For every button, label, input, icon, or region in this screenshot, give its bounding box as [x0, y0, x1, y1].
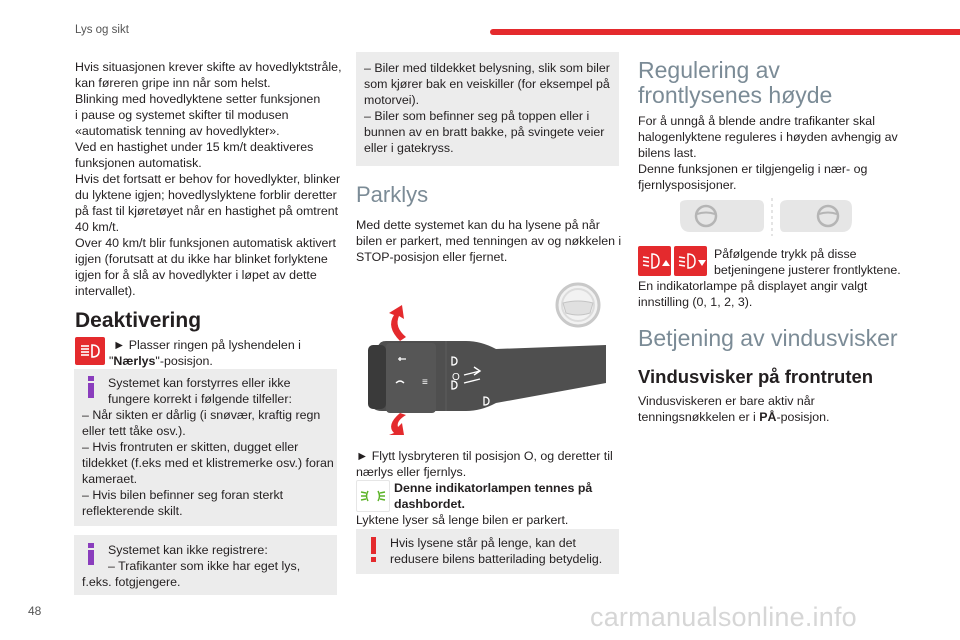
parklys-paragraph	[356, 217, 626, 265]
deact-line-1: ► Plasser ringen på lyshendelen i	[113, 338, 301, 352]
press-text	[714, 246, 934, 278]
svg-text:≡: ≡	[422, 377, 428, 388]
intro-line: intervallet).	[75, 284, 136, 298]
warning-line-2: redusere bilens batterilading betydelig.	[390, 552, 603, 566]
indicator-text	[394, 480, 614, 512]
windscreen-wiper-heading: Vindusvisker på frontruten	[638, 366, 874, 387]
intro-line: Ved en hastighet under 15 km/t deaktiveres	[75, 140, 314, 154]
press-rest-line: En indikatorlampe på displayet angir valgt	[638, 279, 868, 293]
note1-line: kameraet.	[82, 472, 138, 486]
intro-line: Hvis situasjonen krever skifte av hovedlyktstråle,	[75, 60, 342, 74]
dashboard-buttons-illustration	[676, 196, 856, 238]
note-top-line: bunnen av en bratt bakke, på svingete veier	[364, 125, 605, 139]
note-top-line: – Biler med tildekket belysning, slik som biler	[364, 61, 610, 75]
deactivation-heading: Deaktivering	[75, 309, 202, 332]
steering-wheel-icon	[557, 284, 599, 326]
intro-line: 40 km/t.	[75, 220, 120, 234]
watermark: carmanualsonline.info	[590, 602, 857, 632]
note1-line: – Når sikten er dårlig (i snøvær, kraftig regn	[82, 408, 321, 422]
deactivation-step-line-2	[109, 353, 339, 369]
para-line: bilens last.	[638, 146, 697, 160]
warning-line-1: Hvis lysene står på lenge, kan det	[390, 536, 576, 550]
headlight-adjust-heading	[638, 58, 832, 108]
parklys-heading: Parklys	[356, 182, 429, 207]
note2-line3: f.eks. fotgjengere.	[82, 575, 181, 589]
high-beam-icon	[75, 337, 105, 365]
intro-line: Blinking med hovedlyktene setter funksjonen	[75, 92, 321, 106]
info-icon	[88, 376, 95, 398]
intro-line: igjen (forutsatt at du ikke har blinket forlyktene	[75, 252, 328, 266]
intro-line: igjen for å slå av hovedlykter i løpet av dette	[75, 268, 317, 282]
para-line: fjernlysposisjoner.	[638, 178, 737, 192]
intro-line: funksjonen automatisk.	[75, 156, 202, 170]
headlight-height-down-icon	[674, 246, 707, 276]
headlight-adjust-paragraph	[638, 113, 928, 193]
intro-line: kan føreren gripe inn når som helst.	[75, 76, 271, 90]
parklys-line: STOP-posisjon eller fjernet.	[356, 250, 508, 264]
intro-line: Hvis det fortsatt er behov for hovedlykter, blinker	[75, 172, 341, 186]
deact-quote: "	[109, 354, 114, 368]
note2-line2: – Trafikanter som ikke har eget lys,	[108, 559, 301, 573]
wiper-line-2-post: -posisjon.	[776, 410, 830, 424]
press-rest-line: innstilling (0, 1, 2, 3).	[638, 295, 753, 309]
intro-line: på fast til kjøretøyet når en hastighet på omtrent	[75, 204, 339, 218]
note1-line: – Hvis frontruten er skitten, dugget eller	[82, 440, 299, 454]
note-top-line: – Biler som befinner seg på toppen eller i	[364, 109, 590, 123]
lights-on-text	[356, 512, 626, 528]
stalk-symbol-o: O	[452, 372, 460, 383]
step-line-1: ► Flytt lysbryteren til posisjon O, og deretter til	[356, 449, 613, 463]
heading-line-1: Regulering av	[638, 57, 780, 83]
warning-note	[356, 529, 619, 574]
header-accent-bar	[490, 29, 960, 35]
intro-line: i pause og systemet skifter til modusen	[75, 108, 289, 122]
intro-line: «automatisk tenning av hovedlykter».	[75, 124, 280, 138]
wiper-paragraph	[638, 393, 928, 425]
wiper-line-2-bold: PÅ	[759, 410, 777, 424]
intro-line: du lyktene igjen; hovedlyslyktene forblir deretter	[75, 188, 337, 202]
wiper-control-heading: Betjening av vindusvisker	[638, 325, 898, 351]
indicator-line-2: dashbordet.	[394, 497, 465, 511]
note-top-line: motorvei).	[364, 93, 420, 107]
parking-light-indicator-icon	[356, 480, 390, 512]
light-stalk-illustration	[356, 275, 620, 435]
step-line-2: nærlys eller fjernlys.	[356, 465, 467, 479]
indicator-line-1: Denne indikatorlampen tennes på	[394, 481, 593, 495]
note-top-line: som kjører bak en veiskiller (for eksempel på	[364, 77, 610, 91]
deact-bold: Nærlys	[113, 354, 156, 368]
info-note-1	[74, 369, 337, 526]
parklys-line: Med dette systemet kan du ha lysene på når	[356, 218, 600, 232]
note1-line: reflekterende skilt.	[82, 504, 183, 518]
para-line: For å unngå å blende andre trafikanter skal	[638, 114, 875, 128]
note1-line2: fungere korrekt i følgende tilfeller:	[108, 392, 292, 406]
lights-on-line: Lyktene lyser så lenge bilen er parkert.	[356, 513, 569, 527]
heading-line-2: frontlysenes høyde	[638, 82, 833, 108]
warning-icon	[370, 537, 378, 563]
note1-line: – Hvis bilen befinner seg foran sterkt	[82, 488, 284, 502]
deact-line-2	[109, 353, 339, 369]
para-line: halogenlyktene reguleres i høyden avhengig av	[638, 130, 898, 144]
deact-post: "-posisjon.	[155, 354, 213, 368]
press-line-2: betjeningene justerer frontlyktene.	[714, 263, 901, 277]
info-note-continued	[356, 52, 619, 166]
press-rest	[638, 278, 928, 310]
page-number: 48	[28, 604, 42, 618]
note1-line1: Systemet kan forstyrres eller ikke	[108, 376, 291, 390]
note1-line: tildekket (f.eks med et klistremerke osv.) foran	[82, 456, 334, 470]
note2-line1: Systemet kan ikke registrere:	[108, 543, 268, 557]
stalk-step	[356, 448, 626, 480]
note1-body	[82, 407, 334, 519]
info-note-2	[74, 535, 337, 595]
intro-line: Over 40 km/t blir funksjonen automatisk aktivert	[75, 236, 336, 250]
note1-line: eller tett tåke osv.).	[82, 424, 186, 438]
press-line-1: Påfølgende trykk på disse	[714, 247, 857, 261]
note-top-body	[364, 60, 616, 156]
wiper-line-2-pre: tenningsnøkkelen er i	[638, 410, 760, 424]
info-icon	[88, 543, 95, 565]
deactivation-step	[113, 337, 343, 353]
parklys-line: bilen er parkert, med tenningen av og nøkkelen i	[356, 234, 622, 248]
wiper-line-1: Vindusviskeren er bare aktiv når	[638, 394, 815, 408]
note-top-line: eller i gatekryss.	[364, 141, 454, 155]
headlight-height-up-icon	[638, 246, 671, 276]
para-line: Denne funksjonen er tilgjengelig i nær- og	[638, 162, 868, 176]
section-title: Lys og sikt	[75, 24, 129, 36]
wiper-line-2	[638, 409, 928, 425]
intro-paragraph	[75, 59, 345, 299]
